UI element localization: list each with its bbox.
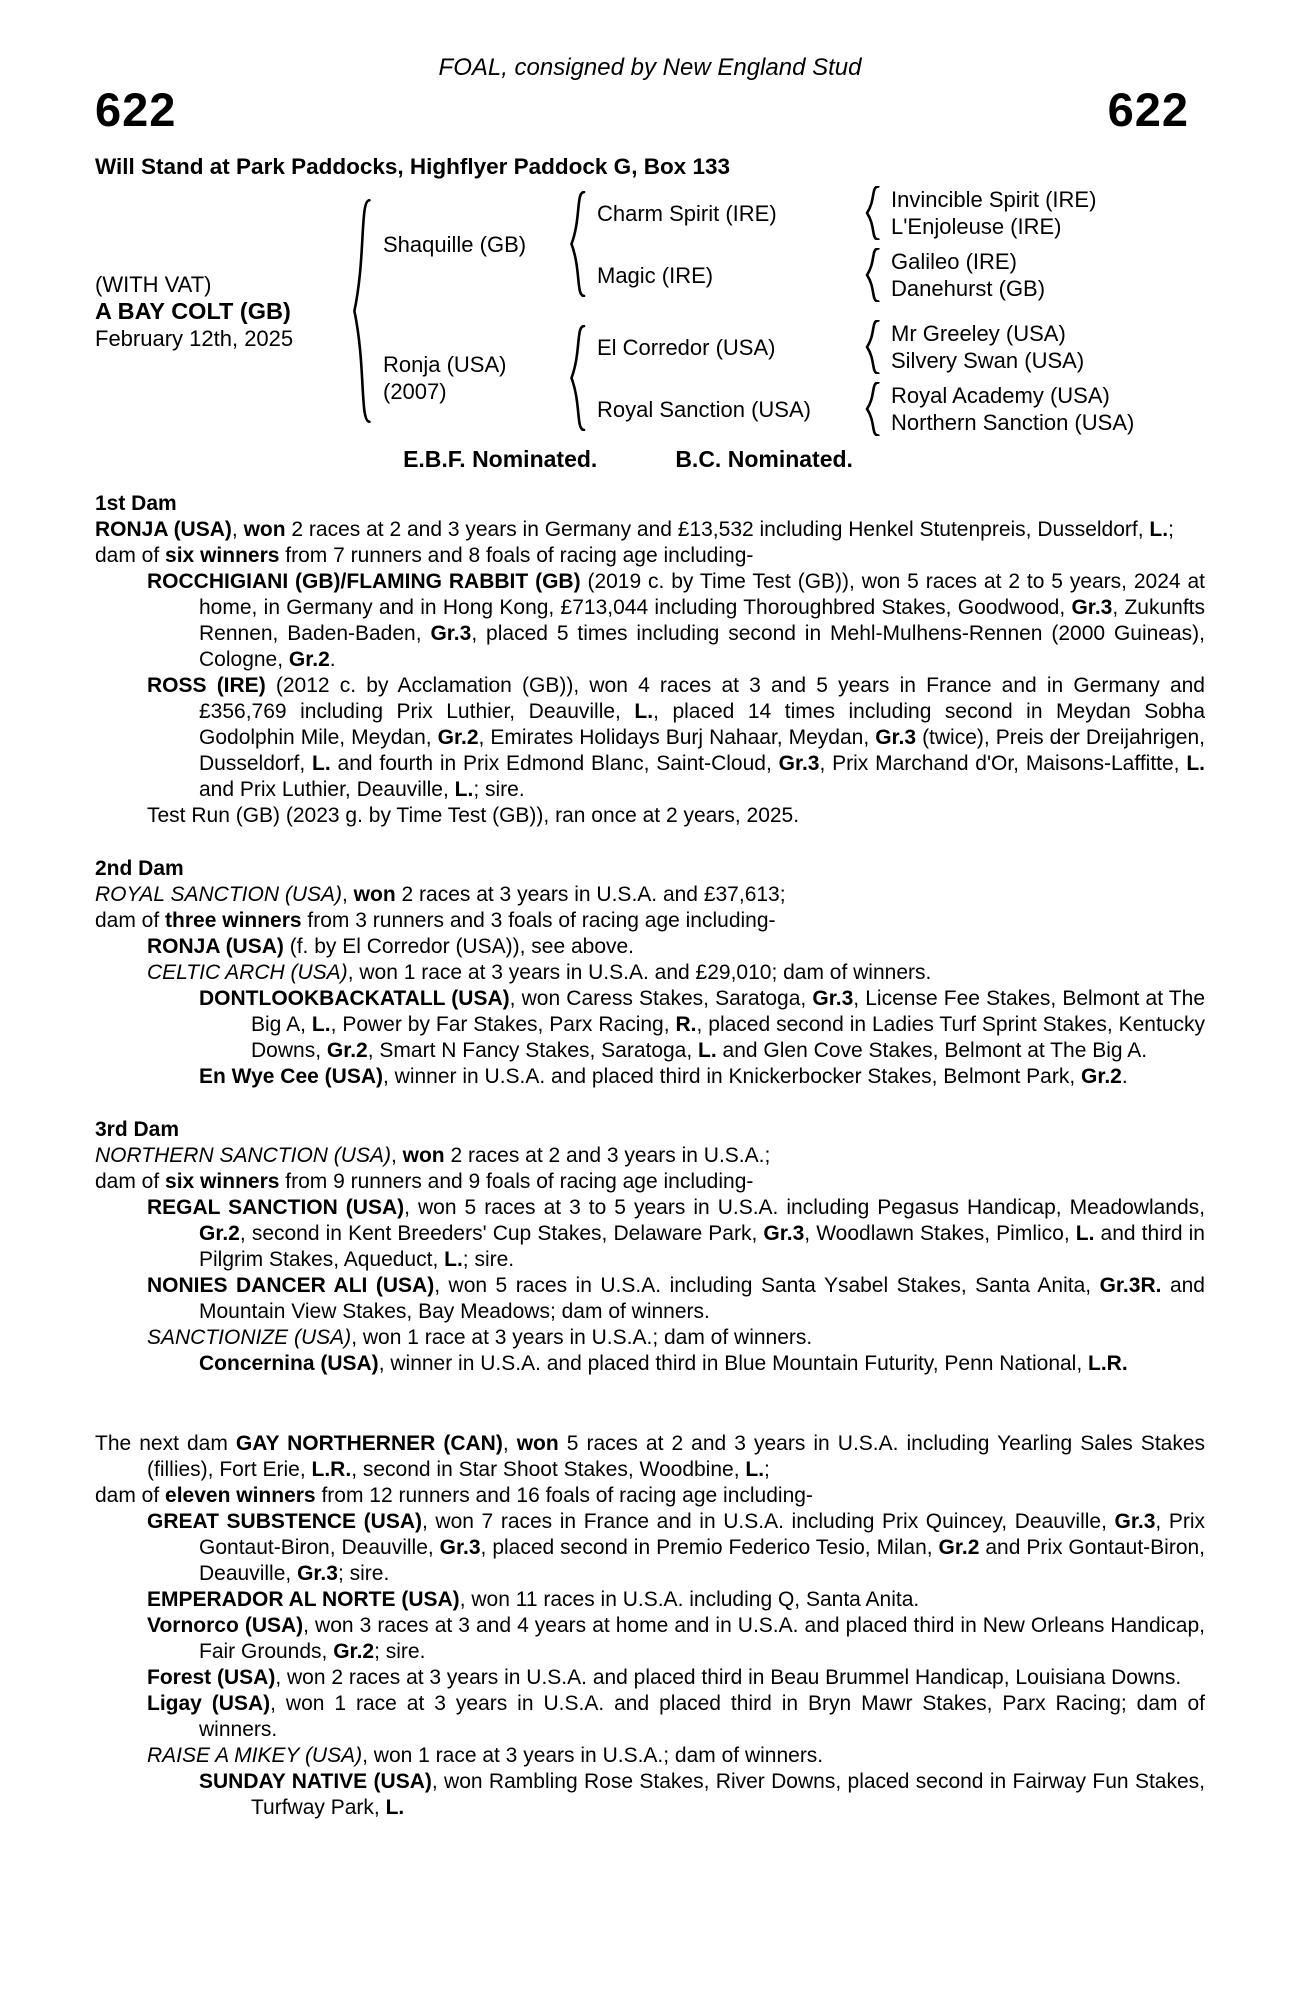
- sire-dam-branch: [597, 248, 1096, 302]
- text-run: L.: [1075, 1222, 1095, 1245]
- consignor-line: FOAL, consigned by New England Stud: [438, 54, 862, 81]
- sire-branch: [383, 186, 1134, 302]
- text-run: eleven winners: [165, 1484, 316, 1507]
- lot-horse-info: [95, 271, 343, 352]
- text-run: , placed second in Premio Federico Tesio, Milan,: [480, 1536, 939, 1559]
- text-run: L.R.: [311, 1458, 352, 1481]
- text-run: Gr.3: [1114, 1510, 1156, 1533]
- text-run: ,: [502, 1432, 517, 1455]
- text-run: Forest (USA): [147, 1666, 276, 1689]
- text-run: CELTIC ARCH (USA): [147, 961, 348, 984]
- catalog-paragraph: [95, 1273, 1205, 1325]
- text-run: , won 3 races at 3 and 4 years at home and in U.S.A. and placed third in New Orleans Handicap, Fair Grounds,: [199, 1614, 1205, 1663]
- catalog-paragraph: [95, 1613, 1205, 1665]
- text-run: , won Caress Stakes, Saratoga,: [509, 987, 813, 1010]
- lot-number-left: 622: [95, 83, 177, 136]
- text-run: (twice), Preis der Dreijahrigen, Dusseldorf,: [199, 726, 1205, 775]
- dam-heading: 2nd Dam: [95, 857, 184, 880]
- dam-sire-branch: [597, 320, 1134, 374]
- text-run: Gr.2: [326, 1039, 368, 1062]
- text-run: six winners: [165, 544, 280, 567]
- catalog-paragraph: [95, 1509, 1205, 1587]
- foaling-date: February 12th, 2025: [95, 325, 294, 351]
- pedigree-table: [95, 186, 1205, 436]
- text-run: ;: [1168, 518, 1174, 541]
- text-run: ;: [764, 1458, 770, 1481]
- text-run: SANCTIONIZE (USA): [147, 1326, 352, 1349]
- text-run: won: [402, 1144, 445, 1167]
- text-run: ; sire.: [473, 778, 525, 801]
- text-run: , Prix Gontaut-Biron, Deauville,: [199, 1510, 1205, 1559]
- text-run: Gr.3: [1071, 596, 1113, 619]
- text-run: ; sire.: [462, 1248, 515, 1271]
- text-run: and third in Pilgrim Stakes, Aqueduct,: [199, 1222, 1205, 1271]
- catalog-paragraph: [95, 803, 1205, 829]
- catalog-paragraph: [95, 934, 1205, 960]
- nominations-row: [95, 446, 1161, 473]
- text-run: Gr.2: [199, 1222, 240, 1245]
- dam-sire-sire-name: Mr Greeley (USA): [891, 321, 1066, 346]
- text-run: , won 7 races in France and in U.S.A. including Prix Quincey, Deauville,: [421, 1510, 1115, 1533]
- catalog-paragraph: [95, 1691, 1205, 1743]
- text-run: and fourth in Prix Edmond Blanc, Saint-Cloud,: [330, 752, 779, 775]
- text-run: 2 races at 2 and 3 years in U.S.A.;: [444, 1144, 771, 1167]
- catalog-paragraph: [95, 1769, 1205, 1821]
- catalog-paragraph: [95, 960, 1205, 986]
- text-run: , Smart N Fancy Stakes, Saratoga,: [367, 1039, 699, 1062]
- catalog-paragraph: [95, 1743, 1205, 1769]
- text-run: ,: [390, 1144, 403, 1167]
- dam-name-block: [383, 351, 567, 405]
- text-run: L.: [454, 778, 474, 801]
- text-run: , placed second in Ladies Turf Sprint Stakes, Kentucky Downs,: [251, 1013, 1206, 1062]
- dam-dam-dam-name: Northern Sanction (USA): [891, 410, 1135, 435]
- text-run: , Emirates Holidays Burj Nahaar, Meydan,: [478, 726, 876, 749]
- text-run: ; sire.: [337, 1562, 390, 1585]
- text-run: Gr.3: [778, 752, 820, 775]
- text-run: ROSS (IRE): [147, 674, 266, 697]
- dam-section: [95, 1117, 1205, 1377]
- text-run: ,: [342, 883, 354, 906]
- dam-heading: 1st Dam: [95, 492, 177, 515]
- text-run: L.: [312, 752, 331, 775]
- text-run: GAY NORTHERNER (CAN): [235, 1432, 503, 1455]
- pedigree-parents: [383, 186, 1134, 436]
- text-run: won: [353, 883, 396, 906]
- text-run: En Wye Cee (USA): [199, 1065, 383, 1088]
- text-run: L.: [311, 1013, 331, 1036]
- dam-branch: [383, 320, 1134, 436]
- text-run: Gr.3R.: [1099, 1274, 1162, 1297]
- text-run: , Power by Far Stakes, Parx Racing,: [330, 1013, 676, 1036]
- text-run: from 12 runners and 16 foals of racing age including-: [315, 1484, 813, 1507]
- text-run: won: [243, 518, 286, 541]
- text-run: , winner in U.S.A. and placed third in Knickerbocker Stakes, Belmont Park,: [383, 1065, 1081, 1088]
- dam-heading: 3rd Dam: [95, 1118, 180, 1141]
- text-run: (2012 c. by Acclamation (GB)), won 4 races at 3 and 5 years in France and in Germany and £356,769 including Prix Luthier, Deauville,: [199, 674, 1205, 723]
- catalog-paragraph: [95, 986, 1205, 1064]
- text-run: SUNDAY NATIVE (USA): [199, 1770, 432, 1793]
- text-run: , won 1 race at 3 years in U.S.A.; dam of winners.: [351, 1326, 813, 1349]
- text-run: L.: [1149, 518, 1169, 541]
- text-run: , Woodlawn Stakes, Pimlico,: [804, 1222, 1076, 1245]
- text-run: ROYAL SANCTION (USA): [95, 883, 342, 906]
- text-run: , placed 5 times including second in Mehl-Mulhens-Rennen (2000 Guineas), Cologne,: [199, 622, 1206, 671]
- text-run: , won Rambling Rose Stakes, River Downs, placed second in Fairway Fun Stakes, Turfway Park,: [251, 1770, 1205, 1819]
- text-run: , won 5 races in U.S.A. including Santa Ysabel Stakes, Santa Anita,: [434, 1274, 1100, 1297]
- text-run: from 3 runners and 3 foals of racing age including-: [301, 909, 776, 932]
- dam-dam-sire-name: Royal Academy (USA): [891, 383, 1110, 408]
- text-run: Ligay (USA): [147, 1692, 271, 1715]
- catalog-paragraph: [95, 1587, 1205, 1613]
- text-run: , won 1 race at 3 years in U.S.A. and placed third in Bryn Mawr Stakes, Parx Racing; dam of winners.: [199, 1692, 1205, 1741]
- lot-number-row: [95, 83, 1205, 136]
- text-run: Gr.2: [288, 648, 330, 671]
- catalog-paragraph: [95, 1483, 1205, 1509]
- dam-sire-dam-name: Silvery Swan (USA): [891, 348, 1085, 373]
- sire-dam-sire-name: Galileo (IRE): [891, 249, 1017, 274]
- text-run: dam of: [95, 544, 166, 567]
- catalog-paragraph: [95, 1351, 1205, 1377]
- text-run: six winners: [165, 1170, 280, 1193]
- text-run: NORTHERN SANCTION (USA): [95, 1144, 391, 1167]
- text-run: and Glen Cove Stakes, Belmont at The Big A.: [716, 1039, 1148, 1062]
- text-run: from 9 runners and 9 foals of racing age including-: [279, 1170, 754, 1193]
- text-run: Gr.2: [437, 726, 479, 749]
- text-run: RONJA (USA): [147, 935, 284, 958]
- text-run: 2 races at 3 years in U.S.A. and £37,613;: [395, 883, 786, 906]
- text-run: Gr.3: [439, 1536, 481, 1559]
- text-run: and Prix Luthier, Deauville,: [199, 778, 455, 801]
- text-run: L.: [1186, 752, 1205, 775]
- text-run: R.: [675, 1013, 697, 1036]
- text-run: Vornorco (USA): [147, 1614, 304, 1637]
- sire-sire-sire-name: Invincible Spirit (IRE): [891, 187, 1097, 212]
- catalog-paragraph: [95, 569, 1205, 673]
- stand-location-line: Will Stand at Park Paddocks, Highflyer Paddock G, Box 133: [95, 154, 730, 179]
- text-run: , won 2 races at 3 years in U.S.A. and placed third in Beau Brummel Handicap, Louisiana Downs.: [275, 1666, 1182, 1689]
- sire-sire-name: Charm Spirit (IRE): [597, 200, 777, 226]
- text-run: L.: [698, 1039, 717, 1062]
- text-run: Gr.3: [430, 622, 472, 645]
- text-run: L.: [745, 1458, 765, 1481]
- dam-sections: [95, 491, 1205, 1821]
- text-run: from 7 runners and 8 foals of racing age including-: [279, 544, 754, 567]
- vat-note: (WITH VAT): [95, 271, 212, 297]
- text-run: .: [329, 648, 336, 671]
- text-run: 2 races at 2 and 3 years in Germany and £13,532 including Henkel Stutenpreis, Dusseldorf,: [285, 518, 1150, 541]
- text-run: ; sire.: [374, 1640, 426, 1663]
- text-run: RONJA (USA): [95, 518, 232, 541]
- text-run: (f. by El Corredor (USA)), see above.: [283, 935, 635, 958]
- text-run: Gr.3: [812, 987, 854, 1010]
- text-run: , Prix Marchand d'Or, Maisons-Laffitte,: [819, 752, 1187, 775]
- dam-dam-branch: [597, 382, 1134, 436]
- catalog-paragraph: [95, 673, 1205, 803]
- text-run: RAISE A MIKEY (USA): [147, 1744, 363, 1767]
- dam-section: [95, 1431, 1205, 1821]
- brace-icon: [349, 198, 373, 424]
- sire-name: Shaquille (GB): [383, 231, 527, 257]
- text-run: Gr.2: [1081, 1065, 1122, 1088]
- text-run: L.: [444, 1248, 463, 1271]
- text-run: Gr.3: [763, 1222, 805, 1245]
- text-run: L.: [634, 700, 654, 723]
- text-run: Gr.3: [297, 1562, 338, 1585]
- catalog-paragraph: [95, 1431, 1205, 1483]
- text-run: , won 5 races at 3 to 5 years in U.S.A. including Pegasus Handicap, Meadowlands,: [404, 1196, 1206, 1219]
- text-run: NONIES DANCER ALI (USA): [147, 1274, 435, 1297]
- text-run: .: [1121, 1065, 1128, 1088]
- text-run: , won 1 race at 3 years in U.S.A.; dam of winners.: [362, 1744, 824, 1767]
- text-run: and Prix Gontaut-Biron, Deauville,: [199, 1536, 1206, 1585]
- brace-icon: [863, 248, 881, 302]
- text-run: ROCCHIGIANI (GB)/FLAMING RABBIT (GB): [147, 570, 581, 593]
- text-run: ,: [231, 518, 244, 541]
- text-run: L.R.: [1088, 1352, 1128, 1375]
- catalog-paragraph: [95, 1665, 1205, 1691]
- catalog-paragraph: [95, 1169, 1205, 1195]
- dam-section: [95, 491, 1205, 829]
- brace-icon: [863, 382, 881, 436]
- brace-icon: [863, 186, 881, 240]
- text-run: Gr.3: [875, 726, 917, 749]
- text-run: won: [516, 1432, 559, 1455]
- text-run: , second in Kent Breeders' Cup Stakes, Delaware Park,: [239, 1222, 764, 1245]
- ebf-nominated-label: E.B.F. Nominated.: [403, 446, 598, 472]
- text-run: The next dam: [95, 1432, 236, 1455]
- text-run: dam of: [95, 1170, 166, 1193]
- catalog-paragraph: [95, 908, 1205, 934]
- catalog-paragraph: [95, 1325, 1205, 1351]
- catalog-paragraph: [95, 517, 1205, 543]
- sire-sire-branch: [597, 186, 1096, 240]
- brace-icon: [567, 191, 587, 297]
- dam-sire-name: El Corredor (USA): [597, 334, 776, 360]
- text-run: dam of: [95, 1484, 166, 1507]
- lot-horse-name: A BAY COLT (GB): [95, 297, 291, 324]
- dam-name: Ronja (USA): [383, 352, 507, 377]
- text-run: EMPERADOR AL NORTE (USA): [147, 1588, 460, 1611]
- text-run: L.: [385, 1796, 405, 1819]
- dam-year: (2007): [383, 379, 447, 404]
- text-run: DONTLOOKBACKATALL (USA): [199, 987, 510, 1010]
- brace-icon: [863, 320, 881, 374]
- bc-nominated-label: B.C. Nominated.: [675, 446, 853, 472]
- text-run: , placed 14 times including second in Meydan Sobha Godolphin Mile, Meydan,: [199, 700, 1206, 749]
- catalog-paragraph: [95, 1143, 1205, 1169]
- text-run: , License Fee Stakes, Belmont at The Big A,: [251, 987, 1205, 1036]
- text-run: (2019 c. by Time Test (GB)), won 5 races at 2 to 5 years, 2024 at home, in Germany and in Hong Kong, £713,044 including Thoroughbred Stakes, Goodwood,: [199, 570, 1205, 619]
- brace-icon: [567, 325, 587, 431]
- text-run: , winner in U.S.A. and placed third in Blue Mountain Futurity, Penn National,: [378, 1352, 1089, 1375]
- text-run: Gr.2: [333, 1640, 375, 1663]
- sire-sire-dam-name: L'Enjoleuse (IRE): [891, 214, 1062, 239]
- text-run: three winners: [165, 909, 302, 932]
- text-run: , Zukunfts Rennen, Baden-Baden,: [199, 596, 1205, 645]
- text-run: and Mountain View Stakes, Bay Meadows; dam of winners.: [199, 1274, 1205, 1323]
- text-run: Gr.2: [938, 1536, 980, 1559]
- catalog-paragraph: [95, 1195, 1205, 1273]
- catalog-paragraph: [95, 1064, 1205, 1090]
- text-run: REGAL SANCTION (USA): [147, 1196, 405, 1219]
- text-run: Concernina (USA): [199, 1352, 379, 1375]
- catalog-paragraph: [95, 543, 1205, 569]
- text-run: dam of: [95, 909, 166, 932]
- dam-section: [95, 856, 1205, 1090]
- lot-number-right: 622: [1107, 83, 1189, 136]
- sire-dam-name: Magic (IRE): [597, 262, 714, 288]
- sire-dam-dam-name: Danehurst (GB): [891, 276, 1046, 301]
- text-run: , won 1 race at 3 years in U.S.A. and £29,010; dam of winners.: [347, 961, 932, 984]
- text-run: , won 11 races in U.S.A. including Q, Santa Anita.: [459, 1588, 920, 1611]
- catalog-paragraph: [95, 882, 1205, 908]
- text-run: GREAT SUBSTENCE (USA): [147, 1510, 422, 1533]
- text-run: , second in Star Shoot Stakes, Woodbine,: [351, 1458, 746, 1481]
- text-run: Test Run (GB) (2023 g. by Time Test (GB)), ran once at 2 years, 2025.: [147, 804, 800, 827]
- text-run: 5 races at 2 and 3 years in U.S.A. including Yearling Sales Stakes (fillies), Fort Erie,: [147, 1432, 1206, 1481]
- dam-dam-name: Royal Sanction (USA): [597, 396, 811, 422]
